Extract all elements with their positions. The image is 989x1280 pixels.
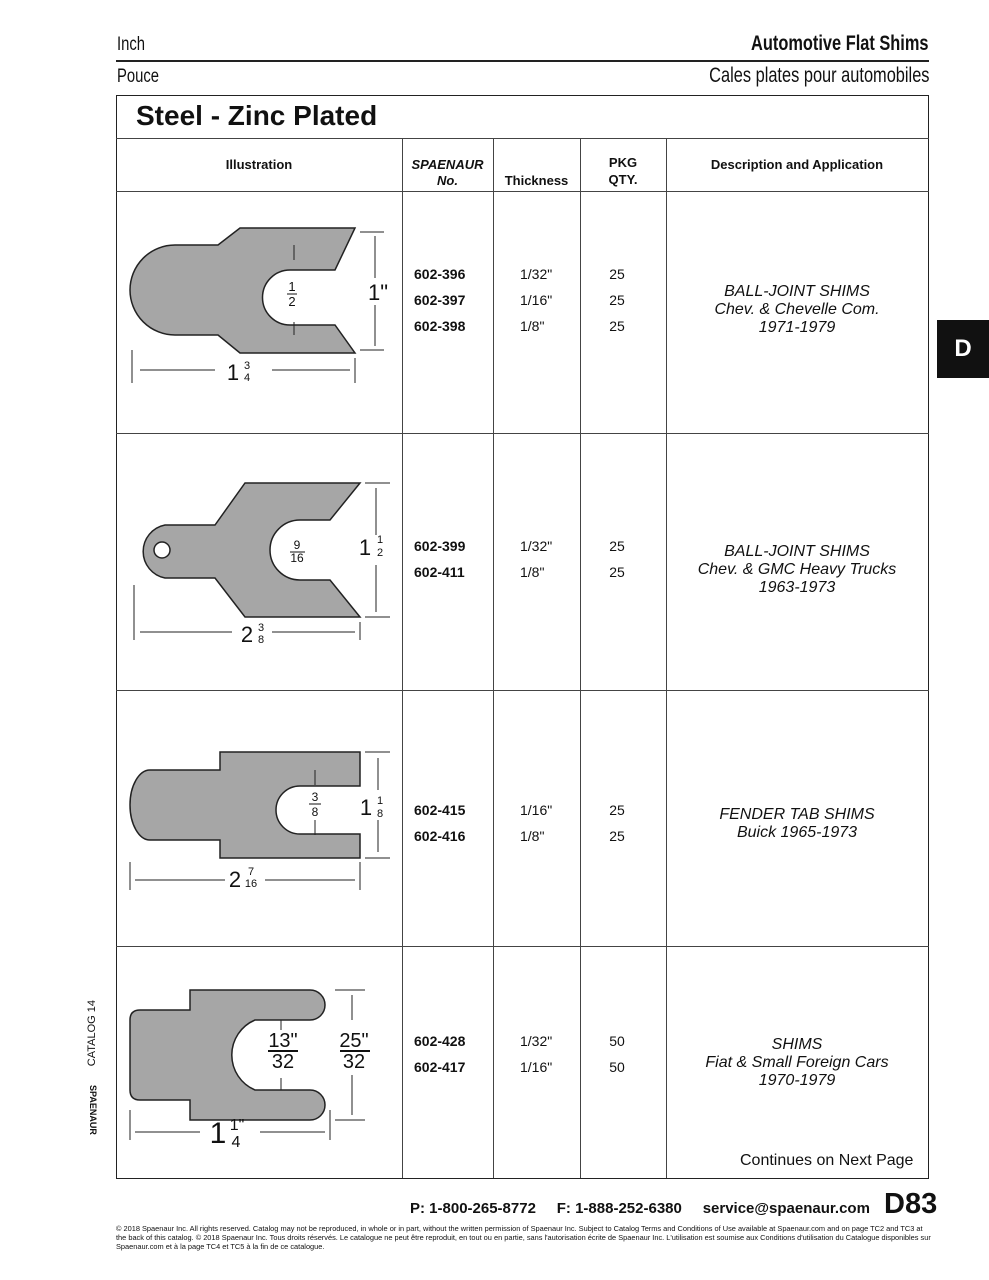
- shim-shape-1: [130, 228, 355, 353]
- description-line: BALL-JOINT SHIMS: [724, 543, 870, 560]
- svg-text:1": 1": [367, 280, 389, 305]
- col-pkg: PKG: [608, 155, 638, 170]
- svg-text:8: 8: [311, 805, 319, 819]
- part-number: 602-416: [414, 828, 466, 844]
- pkg-qty: 25: [609, 802, 625, 818]
- pkg-qty: 25: [609, 318, 625, 334]
- svg-text:1: 1: [209, 1117, 227, 1150]
- description-line: 1963-1973: [758, 579, 836, 596]
- shim-hole: [154, 542, 170, 558]
- header-title-fr: Cales plates pour automobiles: [708, 64, 929, 87]
- svg-text:2: 2: [376, 547, 384, 559]
- svg-text:1: 1: [226, 360, 240, 385]
- svg-text:13": 13": [268, 1030, 298, 1052]
- thickness: 1/8": [520, 318, 545, 334]
- svg-text:1: 1: [359, 795, 373, 820]
- col-thickness: Thickness: [504, 173, 569, 188]
- pkg-qty: 25: [609, 564, 625, 580]
- svg-text:4: 4: [243, 372, 251, 384]
- svg-text:3: 3: [243, 360, 251, 372]
- section-tab-d[interactable]: D: [937, 320, 989, 378]
- pkg-qty: 25: [609, 292, 625, 308]
- svg-text:9: 9: [293, 538, 301, 552]
- svg-text:1: 1: [288, 279, 296, 294]
- header-title: Automotive Flat Shims: [751, 32, 929, 55]
- footer-legal: © 2018 Spaenaur Inc. All rights reserved. Catalog may not be reproduced, in whole or in part, without the written permission of Spaenaur Inc. Subject to Catalog Terms and Conditions of Use available at Spaenaur.com and on page TC2 and TC3 at the back of this catalog. © 2018 Spaenaur Inc. Tous droits réservés. Le catalogue ne peut être reproduit, en tout ou en partie, sans l'autorisation écrite de Spaenaur Inc. L'utilisation est soumise aux Conditions d'utilisation du Catalogue disponibles sur Spaenaur.com et à la page TC4 et TC5 à la fin de ce catalogue.: [116, 1224, 931, 1251]
- svg-text:1": 1": [229, 1117, 245, 1134]
- svg-text:7: 7: [247, 866, 255, 878]
- part-number: 602-428: [414, 1033, 466, 1049]
- section-title: Steel - Zinc Plated: [136, 100, 378, 131]
- part-number: 602-415: [414, 802, 466, 818]
- svg-text:2: 2: [240, 622, 254, 647]
- part-number: 602-399: [414, 538, 466, 554]
- thickness: 1/16": [520, 1059, 553, 1075]
- part-number: 602-398: [414, 318, 466, 334]
- part-number: 602-397: [414, 292, 466, 308]
- description-line: SHIMS: [771, 1036, 823, 1053]
- pkg-qty: 25: [609, 266, 625, 282]
- svg-text:1: 1: [376, 795, 384, 807]
- col-qty: QTY.: [608, 172, 638, 187]
- description-line: 1971-1979: [758, 319, 836, 336]
- svg-text:25": 25": [339, 1030, 369, 1052]
- page-number: D83: [884, 1188, 938, 1220]
- pkg-qty: 50: [609, 1033, 625, 1049]
- description-line: Chev. & GMC Heavy Trucks: [697, 561, 897, 578]
- svg-text:2: 2: [288, 294, 296, 309]
- svg-text:4: 4: [231, 1134, 241, 1151]
- footer-phone: P: 1-800-265-8772: [410, 1200, 536, 1217]
- svg-text:32: 32: [342, 1051, 366, 1073]
- part-number: 602-396: [414, 266, 466, 282]
- thickness: 1/32": [520, 1033, 553, 1049]
- svg-text:3: 3: [257, 622, 265, 634]
- svg-text:16: 16: [244, 878, 258, 890]
- thickness: 1/32": [520, 538, 553, 554]
- svg-text:32: 32: [271, 1051, 295, 1073]
- svg-text:1: 1: [358, 535, 372, 560]
- thickness: 1/8": [520, 828, 545, 844]
- description-line: FENDER TAB SHIMS: [719, 806, 875, 823]
- continues-note: Continues on Next Page: [740, 1152, 914, 1169]
- pkg-qty: 25: [609, 538, 625, 554]
- svg-text:16: 16: [290, 551, 304, 565]
- part-number: 602-411: [414, 564, 465, 580]
- footer-contact: [410, 1200, 870, 1217]
- shim-shape-3: [130, 752, 360, 858]
- col-illustration: Illustration: [225, 157, 293, 172]
- thickness: 1/16": [520, 802, 553, 818]
- description-line: BALL-JOINT SHIMS: [724, 283, 870, 300]
- header-pouce: Pouce: [117, 66, 160, 87]
- header-inch: Inch: [117, 34, 146, 55]
- col-part-no-2: No.: [437, 173, 458, 188]
- col-description: Description and Application: [710, 157, 884, 172]
- pkg-qty: 50: [609, 1059, 625, 1075]
- description-line: Buick 1965-1973: [736, 824, 858, 841]
- svg-text:8: 8: [376, 808, 384, 820]
- svg-text:8: 8: [257, 634, 265, 646]
- svg-text:1: 1: [376, 534, 384, 546]
- thickness: 1/8": [520, 564, 545, 580]
- svg-text:2: 2: [228, 867, 242, 892]
- description-line: 1970-1979: [758, 1072, 836, 1089]
- description-line: Fiat & Small Foreign Cars: [705, 1054, 889, 1071]
- part-number: 602-417: [414, 1059, 466, 1075]
- shim-shape-2: [143, 483, 360, 617]
- shim-shape-4: [130, 990, 325, 1120]
- side-brand-logo: SPAENAUR: [88, 1085, 98, 1135]
- footer-fax: F: 1-888-252-6380: [556, 1200, 682, 1217]
- thickness: 1/16": [520, 292, 553, 308]
- description-line: Chev. & Chevelle Com.: [714, 301, 880, 318]
- side-catalog: CATALOG 14: [86, 1000, 98, 1067]
- footer-email[interactable]: service@spaenaur.com: [702, 1200, 870, 1217]
- thickness: 1/32": [520, 266, 553, 282]
- pkg-qty: 25: [609, 828, 625, 844]
- svg-text:3: 3: [311, 790, 319, 804]
- col-part-no: SPAENAUR: [411, 157, 484, 172]
